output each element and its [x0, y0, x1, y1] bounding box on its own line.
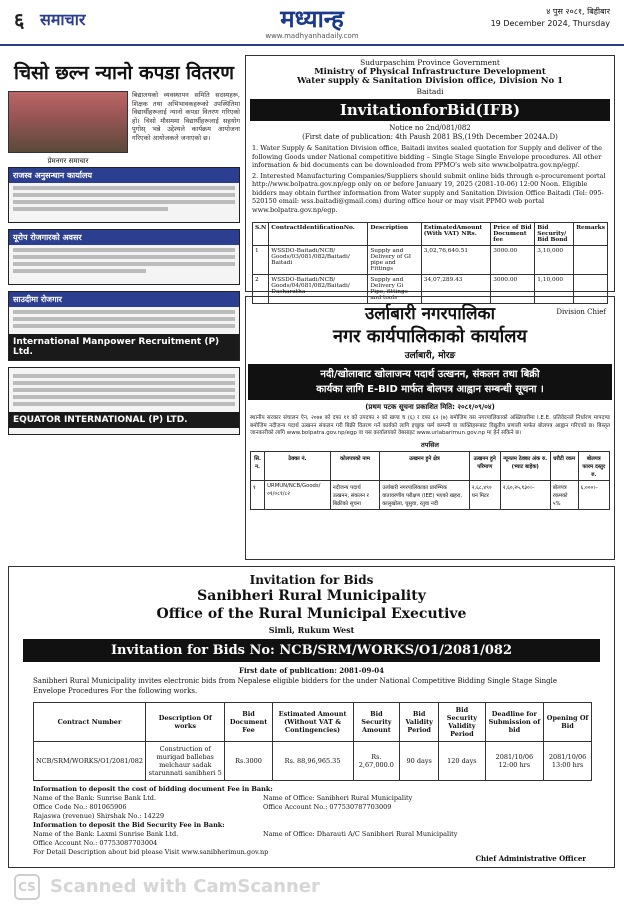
urlabari-banner: [248, 364, 612, 400]
ifb-col-sn: S.N: [253, 223, 269, 246]
sanibheri-title-4: Simli, Rukum West: [268, 625, 355, 635]
bank-2-account: Office Account No.: 07753087703004: [33, 839, 158, 847]
table-cell: 2081/10/06 13:00 hrs: [544, 742, 592, 781]
bank-1-name: Name of the Bank: Sunrise Bank Ltd.: [33, 794, 157, 802]
table-cell: नदीजन्य पदार्थ उत्खनन, संकलन र बिक्रीको सूचना: [330, 480, 379, 509]
table-header-cell: बोलपत्र फारम दस्तुर रु.: [578, 451, 609, 480]
table-cell: उर्लाबारी नगरपालिकाका प्रारम्भिक वातावरणीय परीक्षण (IEE) भएको खहरा, कालुखोला, घुसुवा, रतुवा नदी: [380, 480, 469, 509]
table-header-cell: Deadline for Submission of bid: [485, 703, 544, 742]
table-cell: २,६८,४९० घन मिटर: [469, 480, 500, 509]
recruitment-ad-3: [8, 367, 240, 435]
ifb-org-3: Water supply & Sanitation Division office, Division No 1: [296, 76, 564, 86]
sanibheri-first-date: First date of publication: 2081-09-04: [238, 666, 385, 675]
sanibheri-intro: Sanibheri Rural Municipality invites electronic bids from Nepalese eligible bidders for the under National Competitive Bidding Single Stage Single Envelope Procedures For the following works.: [33, 677, 557, 695]
table-cell: १: [251, 480, 265, 509]
table-cell: 3,02,76,640.51: [421, 246, 490, 275]
table-cell: 34,07,289.43: [421, 275, 490, 304]
bank-1-revenue: Rajaswa (revenue) Shirshak No.: 14229: [33, 812, 165, 820]
sanibheri-banner: Invitation for Bids No: NCB/SRM/WORKS/O1/2081/082: [23, 639, 600, 662]
table-cell: WSSDO-Baitadi/NCB/ Goods/04/081/082/Baitadi/ Dasharatha: [269, 275, 368, 304]
urlabari-title-2: नगर कार्यपालिकाको कार्यालय: [333, 326, 527, 347]
revenue-notice: [8, 167, 240, 223]
table-header-cell: Bid Security Amount: [353, 703, 400, 742]
ifb-point-1: 1. Water Supply & Sanitation Division office, Baitadi invites sealed quotation for Supply and deliver of the following Goods under National competitive bidding – Single Stage Single Envelope procedures. All other information & bid documents can be downloaded from PPMO's web site www.bolpatra.gov.np/egp/.: [252, 144, 602, 169]
recruitment-ad-2-title: साउदीमा रोजगार: [9, 292, 239, 307]
bank-2-name: Name of the Bank: Laxmi Sunrise Bank Ltd.: [33, 830, 179, 838]
sanibheri-signature: Chief Administrative Officer: [475, 854, 586, 863]
scanner-text: Scanned with CamScanner: [50, 876, 320, 897]
table-cell: 3,10,000: [535, 246, 574, 275]
bank-1-office: Name of Office: Sanibheri Rural Municipality: [263, 794, 413, 802]
bank-info-heading-1: Information to deposit the cost of bidding document Fee in Bank:: [33, 785, 273, 793]
table-header-cell: कोलपत्रको नाम: [330, 451, 379, 480]
ifb-signature: Division Chief: [556, 308, 606, 316]
ifb-org-2: Ministry of Physical Infrastructure Development: [314, 66, 546, 77]
sanibheri-table-header: [34, 703, 592, 742]
left-column: [8, 55, 240, 560]
table-header-cell: Bid Security Validity Period: [439, 703, 485, 742]
date-nepali: ४ पुस २०८१, बिहीबार: [546, 7, 610, 16]
news-body: बिद्यालयको व्यवस्थापन समिति सदस्यहरू, शिक्षक तथा अभिभावकहरूको उपस्थितिमा विद्यार्थीहरूलाई न्यानो कपडा वितरण गरिएको हो। चिसो मौसममा विद्यार्थीहरूलाई सहयोग पुगोस् भन्ने उद्देश्यले कार्यक्रम आयोजना गरिएको आयोजकले जनाएको छ।: [132, 91, 240, 142]
bank-1-code: Office Code No.: 801065906: [33, 803, 127, 811]
table-cell: NCB/SRM/WORKS/O1/2081/082: [34, 742, 146, 781]
table-cell: 120 days: [439, 742, 485, 781]
table-cell: Rs. 88,96,965.35: [272, 742, 353, 781]
sanibheri-title-3: Office of the Rural Municipal Executive: [156, 606, 467, 622]
table-cell: Supply and Delivery of GI pipe and Fittings: [368, 246, 421, 275]
ifb-header: [246, 56, 614, 96]
table-cell: ६,०००।–: [578, 480, 609, 509]
recruitment-ad-1-title: यूरोप रोजगारको अवसर: [9, 230, 239, 245]
table-header-cell: Description Of works: [146, 703, 225, 742]
ifb-org-4: Baitadi: [416, 86, 444, 96]
ifb-title: InvitationforBid(IFB): [250, 99, 610, 121]
table-cell: 1,10,000: [535, 275, 574, 304]
recruitment-ad-2: [8, 291, 240, 361]
ifb-col-contract: ContractIdentificationNo.: [269, 223, 368, 246]
recruitment-ad-1: [8, 229, 240, 285]
scanner-watermark: [0, 870, 624, 910]
bank-info-heading-2: Information to deposit the Bid Security Fee in Bank:: [33, 821, 225, 829]
table-cell: 90 days: [400, 742, 439, 781]
urlabari-title-1: उर्लाबारी नगरपालिका: [364, 304, 496, 324]
table-header-cell: ठेक्का नं.: [265, 451, 331, 480]
table-header-cell: सि. न.: [251, 451, 265, 480]
table-cell: URMUN/NCB/Goods/०१/०८१/८२: [265, 480, 331, 509]
photo-caption: प्रेमनगर समाचार: [47, 157, 89, 165]
bank-2-office: Name of Office: Dharauti A/C Sanibheri Rural Municipality: [263, 830, 458, 838]
urlabari-tag: तपसिल: [421, 440, 439, 449]
ifb-org-1: Sudurpaschim Province Government: [360, 58, 500, 67]
page-number: ६: [14, 8, 25, 32]
table-cell: Rs.3000: [225, 742, 272, 781]
table-cell: 3000.00: [491, 275, 535, 304]
table-cell: 2: [253, 275, 269, 304]
table-header-cell: धरौटी रकम: [550, 451, 578, 480]
ifb-table: [252, 222, 608, 304]
table-cell: बोलपत्र रकमको ५%: [550, 480, 578, 509]
table-cell: 2081/10/06 12:00 hrs: [485, 742, 544, 781]
recruitment-ad-3-agency: EQUATOR INTERNATIONAL (P) LTD.: [9, 412, 239, 428]
revenue-notice-lines: [9, 183, 239, 217]
recruitment-ad-2-agency: International Manpower Recruitment (P) Ltd.: [9, 334, 239, 360]
ifb-notice-no: Notice no 2nd/081/082: [389, 124, 471, 132]
date-english: 19 December 2024, Thursday: [490, 19, 610, 28]
section-name: समाचार: [40, 10, 86, 29]
detail-link: For Detail Description about bid please Visit www.sanibherimun.gov.np: [33, 848, 269, 856]
ifb-col-security: Bid Security/ Bid Bond: [535, 223, 574, 246]
table-header-cell: न्यूनतम ठेक्का अंक रु. (भ्याट बाहेक): [500, 451, 550, 480]
ifb-first-date: (First date of publication: 4th Paush 2081 BS,(19th December 2024A.D): [302, 133, 558, 141]
camscanner-logo-icon: CS: [14, 874, 40, 900]
table-header-cell: उत्खनन हुने परिमाण: [469, 451, 500, 480]
sanibheri-table: [33, 702, 592, 781]
table-header-cell: Bid Document Fee: [225, 703, 272, 742]
header-date: [491, 6, 610, 30]
urlabari-title-3: उर्लाबारी, मोरङ: [404, 351, 456, 361]
table-cell: Rs. 2,67,000.0: [353, 742, 400, 781]
ifb-col-description: Description: [368, 223, 421, 246]
page-header: [0, 0, 624, 46]
urlabari-banner-line-1: नदी/खोलाबाट खोलाजन्य पदार्थ उत्खनन, संकलन तथा बिक्री: [320, 369, 540, 380]
ifb-col-amount: EstimatedAmount (With VAT) NRs.: [421, 223, 490, 246]
ifb-col-fee: Price of Bid Document fee: [491, 223, 535, 246]
urlabari-date: (प्रथम पटक सूचना प्रकाशित मिति: २०८१/०९/०४): [365, 403, 495, 411]
table-cell: Construction of murigad ballebas melchaur sadak starunnati sanibheri 5: [146, 742, 225, 781]
news-photo: [8, 91, 128, 165]
table-row: [34, 742, 592, 781]
table-header-cell: Contract Number: [34, 703, 146, 742]
table-cell: 3000.00: [491, 246, 535, 275]
table-header-cell: Opening Of Bid: [544, 703, 592, 742]
urlabari-table-header: [251, 451, 610, 480]
table-header-cell: Estimated Amount (Without VAT & Contingencies): [272, 703, 353, 742]
sanibheri-title-1: Invitation for Bids: [249, 573, 374, 587]
urlabari-table: [250, 451, 610, 510]
sanibheri-title-2: Sanibheri Rural Municipality: [197, 588, 426, 604]
table-cell: २,६०,२५,१३०।–: [500, 480, 550, 509]
ifb-table-header: [253, 223, 608, 246]
table-cell: [574, 246, 608, 275]
table-row: [253, 246, 608, 275]
table-header-cell: उत्खनन हुने क्षेत्र: [380, 451, 469, 480]
revenue-notice-title: राजस्व अनुसन्धान कार्यालय: [9, 168, 239, 183]
ifb-points: [246, 142, 614, 218]
news-headline: चिसो छल्न न्यानो कपडा वितरण: [14, 62, 234, 84]
table-cell: 1: [253, 246, 269, 275]
table-row: [251, 480, 610, 509]
ifb-col-remarks: Remarks: [574, 223, 608, 246]
masthead: मध्यान्ह: [280, 4, 344, 33]
masthead-url: www.madhyanhadaily.com: [265, 32, 359, 40]
table-cell: Supply and Delivery Gi Pipe, fittings and tools: [368, 275, 421, 304]
urlabari-banner-line-2: कार्यका लागि E-BID मार्फत बोलपत्र आह्वान सम्बन्धी सूचना ।: [316, 384, 544, 395]
urlabari-notice: [245, 296, 615, 560]
sanibheri-bank-info: [9, 785, 614, 857]
sanibheri-notice: [8, 566, 615, 868]
ifb-point-2: 2. Interested Manufacturing Companies/Suppliers should submit online bids through e-procurement portal http://www.bolpatra.gov.np/egp only on or before January 19, 2025 (2081-10-06) 12:00 Noon. Eligible bidders may obtain further information from Water supply and Sanitation Division Office Baitadi (Tel: 095-520150 email: wss.baitadi@gmail.com) during office hour or may visit PPMO web portal www.bolpatra.gov.np/egp.: [252, 171, 606, 214]
table-header-cell: Bid Validity Period: [400, 703, 439, 742]
bank-1-account: Office Account No.: 077530787703009: [263, 803, 392, 811]
table-cell: WSSDO-Baitadi/NCB/ Goods/03/081/082/Baitadi/ Baitadi: [269, 246, 368, 275]
urlabari-body: स्थानीय सरकार संचालन ऐन, २०७४ को दफा ११ को उपदफा २ को खण्ड च (६) र दफा ६२ (७) बमोजिम यस नगरपालिकाको अख्तियारीमा I.E.E. प्रतिवेदनले निर्धारण मापदण्ड बमोजिम नदीजन्य पदार्थ उत्खनन संकलन गरी बिक्री वितरण गर्ने कार्यको लागि इच्छुक फर्म कम्पनी वा व्यक्तिहरूबाट विद्युतीय प्रणाली मार्फत बोलपत्र आह्वान गरिएको छ। बिस्तृत जानकारीको लागि www.bolpatra.gov.np/egp वा यस कार्यालयको वेबसाइट www.urlabarimun.gov.np मा हेर्न सकिने छ।: [250, 415, 610, 436]
